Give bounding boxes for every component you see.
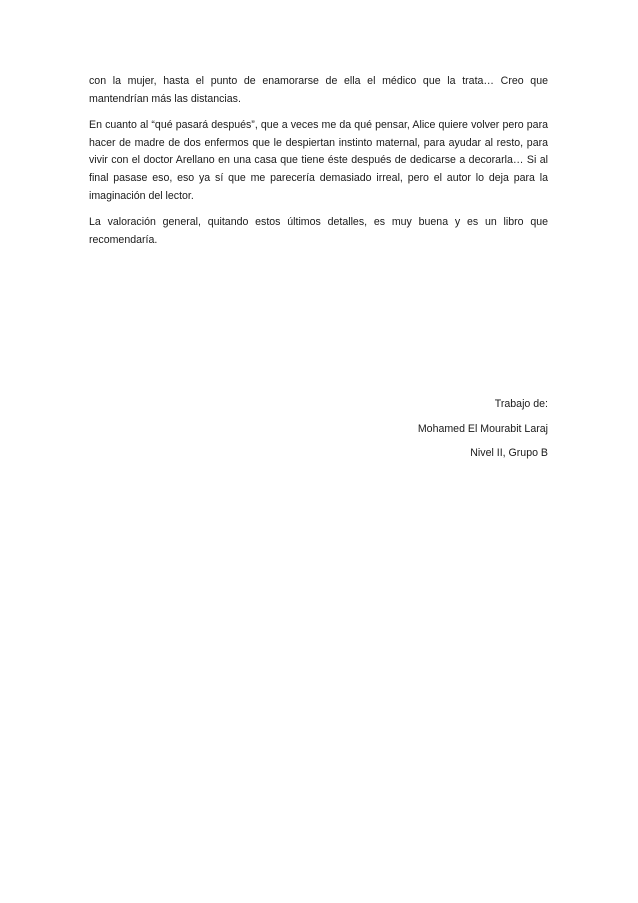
- paragraph-3: La valoración general, quitando estos últimos detalles, es muy buena y es un libro que recomendaría.: [89, 216, 548, 246]
- signature-author: Mohamed El Mourabit Laraj: [417, 422, 548, 435]
- body-text: [89, 73, 548, 258]
- signature-group: Nivel II, Grupo B: [470, 447, 548, 459]
- signature-label: Trabajo de:: [494, 398, 548, 410]
- paragraph-2: En cuanto al “qué pasará después”, que a veces me da qué pensar, Alice quiere volver pero para hacer de madre de dos enfermos que le despiertan instinto maternal, para ayudar al resto, para vivir con el doctor Arellano en una casa que tiene éste después de dedicarse a decorarla… Si al final pasase eso, eso ya sí que me parecería demasiado irreal, pero el autor lo deja para la imaginación del lector.: [89, 119, 548, 202]
- signature-block: [248, 396, 548, 470]
- paragraph-1: con la mujer, hasta el punto de enamorarse de ella el médico que la trata… Creo que mantendrían más las distancias.: [89, 75, 548, 105]
